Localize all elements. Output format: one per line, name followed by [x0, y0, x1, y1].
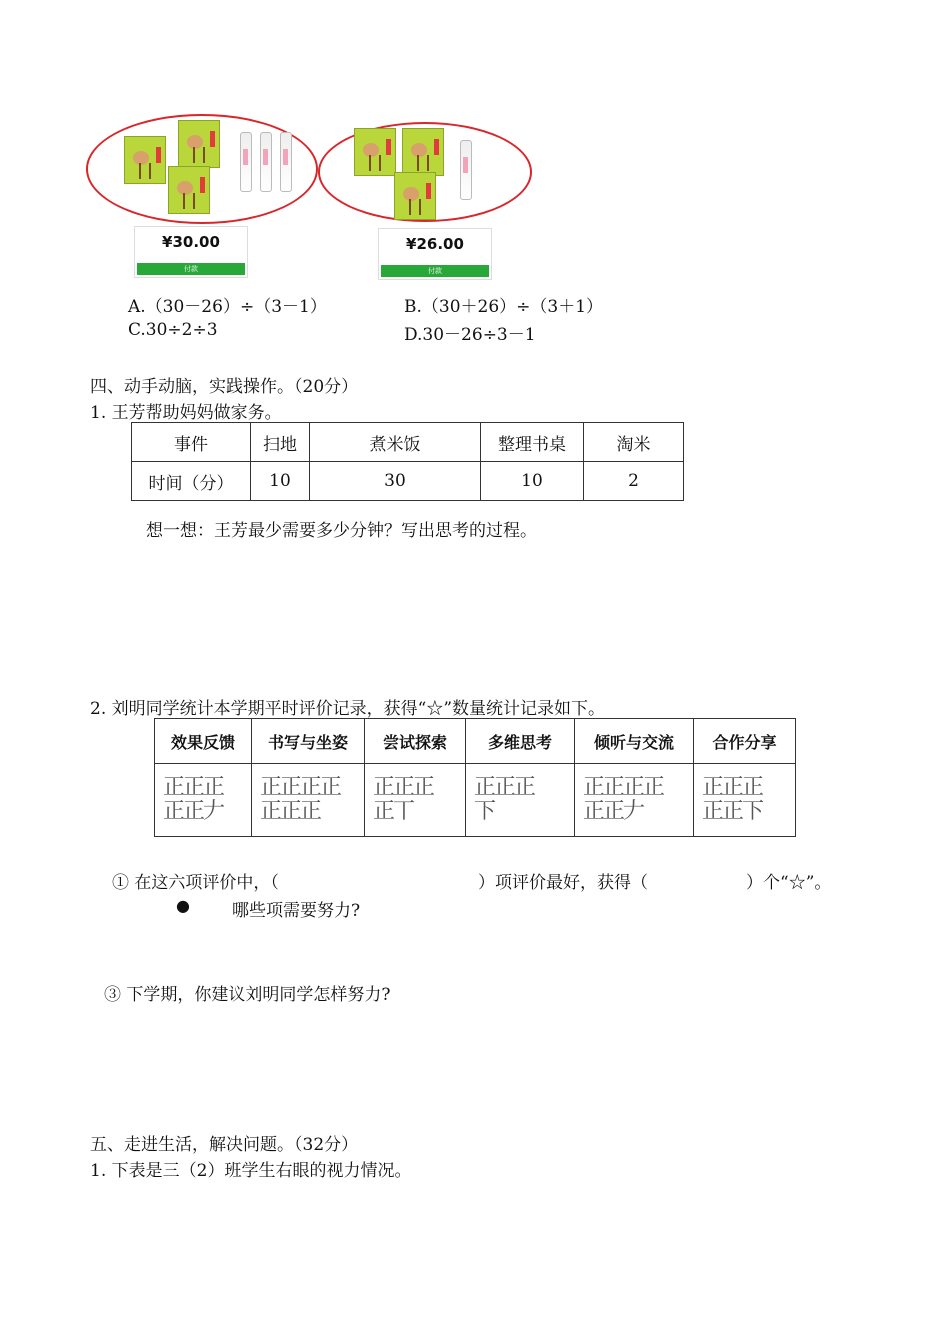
table-header: 煮米饭	[310, 423, 481, 462]
tally-cell	[466, 764, 575, 837]
sub-question-2: 哪些项需要努力?	[232, 901, 361, 921]
section5-q1: 1. 下表是三（2）班学生右眼的视力情况。	[90, 1161, 412, 1181]
notebook-image	[402, 128, 444, 176]
tally-line: 正正正	[260, 799, 321, 824]
option-c: C.30÷2÷3	[128, 320, 218, 340]
tally-cell	[694, 764, 796, 837]
section4-q2: 2. 刘明同学统计本学期平时评价记录，获得“☆”数量统计记录如下。	[90, 699, 606, 719]
sub-question-1-part-a: ① 在这六项评价中，（	[112, 873, 279, 893]
tally-line: 下	[474, 799, 495, 824]
pay-button[interactable]: 付款	[137, 263, 245, 275]
table-cell: 30	[310, 462, 481, 501]
section4-title: 四、动手动脑，实践操作。（20分）	[90, 377, 359, 397]
notebook-image	[168, 166, 210, 214]
right-amount: ¥26.00	[406, 235, 464, 253]
pen-image	[260, 132, 272, 192]
sub-question-3: ③ 下学期，你建议刘明同学怎样努力?	[104, 985, 391, 1005]
chores-table	[131, 422, 684, 501]
tally-cell	[155, 764, 252, 837]
pen-image	[460, 140, 472, 200]
table-cell: 时间（分）	[132, 462, 251, 501]
table-header: 淘米	[584, 423, 684, 462]
left-payment-card	[134, 226, 248, 278]
evaluation-table	[154, 718, 796, 837]
table-header: 整理书桌	[481, 423, 584, 462]
notebook-image	[394, 172, 436, 220]
tally-line: 正正正	[163, 775, 224, 800]
notebook-image	[354, 128, 396, 176]
section4-q1: 1. 王芳帮助妈妈做家务。	[90, 403, 282, 423]
table-header: 书写与坐姿	[252, 719, 365, 764]
notebook-image	[178, 120, 220, 168]
tally-cell	[575, 764, 694, 837]
section5-title: 五、走进生活，解决问题。（32分）	[90, 1135, 359, 1155]
tally-line: 正丅	[373, 799, 414, 824]
notebook-image	[124, 136, 166, 184]
option-b: B.（30＋26）÷（3＋1）	[404, 297, 604, 317]
bullet-icon: ●	[176, 896, 190, 915]
right-payment-card	[378, 228, 492, 280]
table-header: 扫地	[251, 423, 310, 462]
table-header: 倾听与交流	[575, 719, 694, 764]
think-prompt: 想一想：王芳最少需要多少分钟？写出思考的过程。	[146, 521, 537, 541]
table-header: 合作分享	[694, 719, 796, 764]
tally-line: 正正正	[373, 775, 434, 800]
tally-line: 正正正正	[583, 775, 664, 800]
table-header: 事件	[132, 423, 251, 462]
sub-question-1-part-b: ）项评价最好，获得（	[478, 873, 648, 893]
tally-line: 正正𠂇	[163, 799, 224, 824]
pen-image	[280, 132, 292, 192]
table-cell: 2	[584, 462, 684, 501]
pen-image	[240, 132, 252, 192]
tally-line: 正正正	[702, 775, 763, 800]
option-a: A.（30－26）÷（3－1）	[128, 297, 327, 317]
sub-question-1-part-c: ）个“☆”。	[746, 873, 832, 893]
tally-cell	[252, 764, 365, 837]
tally-line: 正正下	[702, 799, 763, 824]
option-d: D.30－26÷3－1	[404, 325, 536, 345]
table-header: 效果反馈	[155, 719, 252, 764]
table-header: 尝试探索	[365, 719, 466, 764]
table-cell: 10	[251, 462, 310, 501]
table-cell: 10	[481, 462, 584, 501]
table-header: 多维思考	[466, 719, 575, 764]
left-amount: ¥30.00	[162, 233, 220, 251]
tally-line: 正正𠂇	[583, 799, 644, 824]
tally-line: 正正正正	[260, 775, 341, 800]
pay-button[interactable]: 付款	[381, 265, 489, 277]
tally-line: 正正正	[474, 775, 535, 800]
tally-cell	[365, 764, 466, 837]
